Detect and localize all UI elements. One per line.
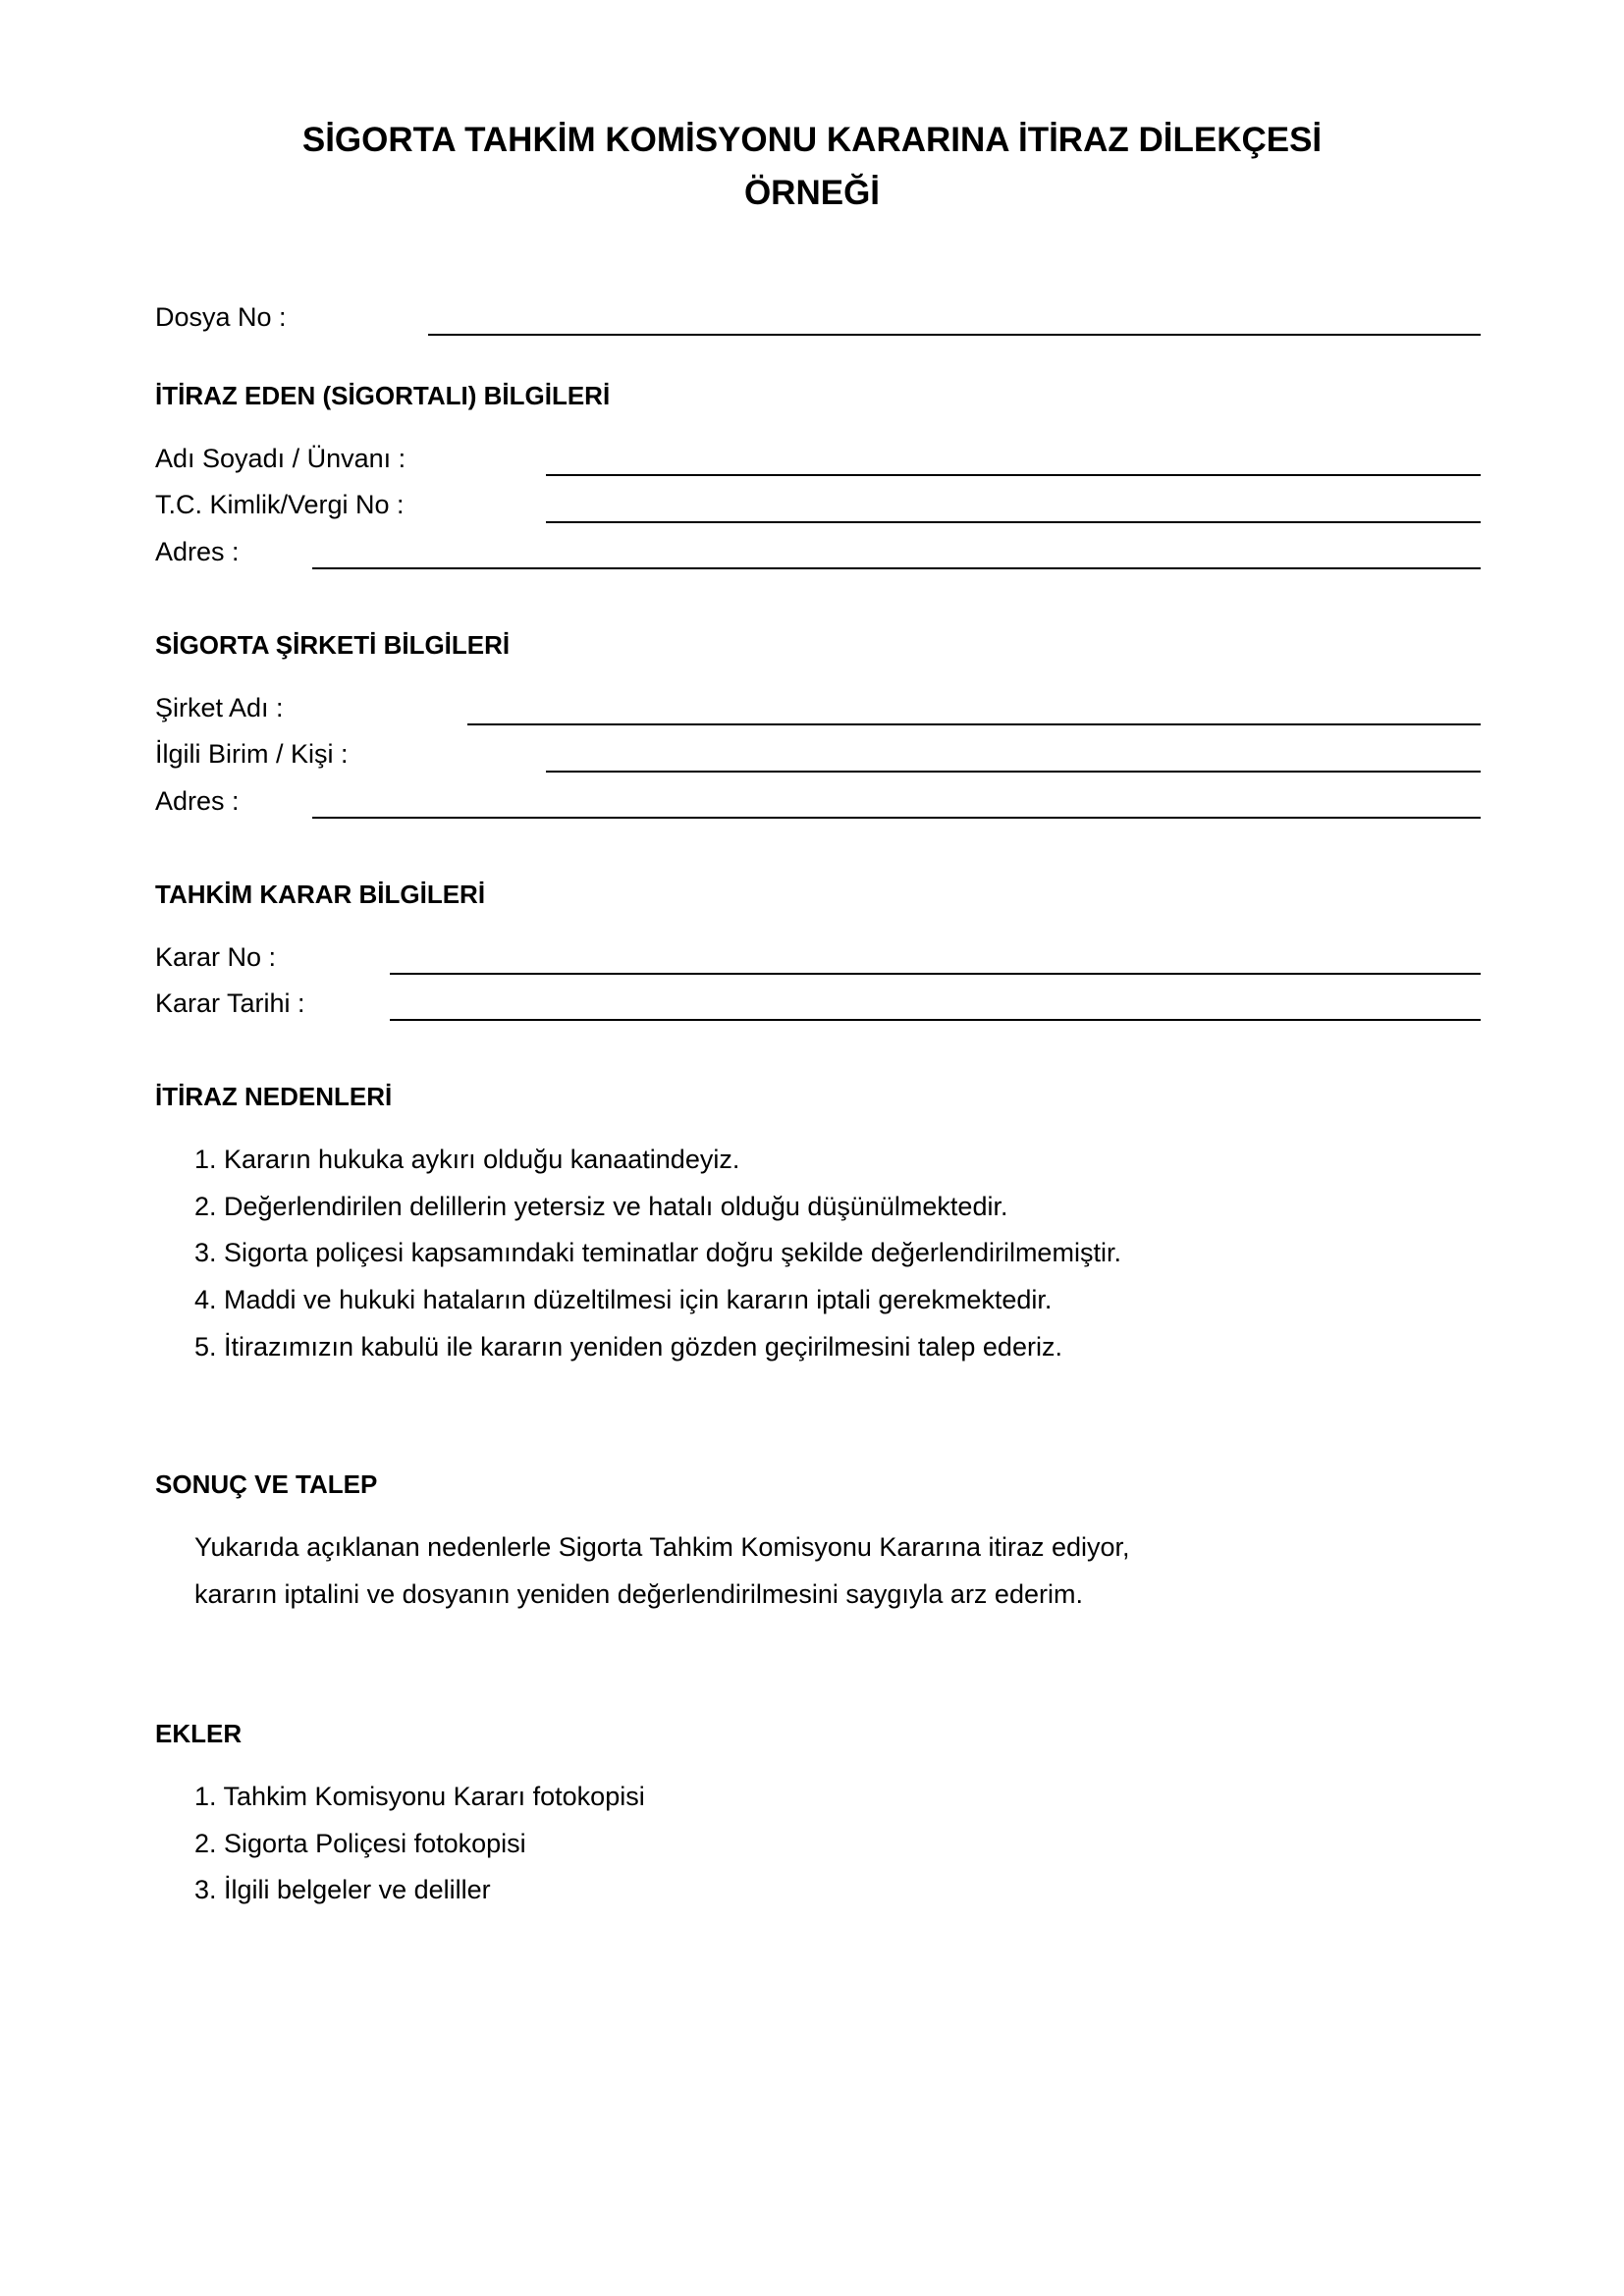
sigorta-sirketi-heading: SİGORTA ŞİRKETİ BİLGİLERİ — [155, 630, 511, 660]
list-item: 3. İlgili belgeler ve deliller — [194, 1875, 491, 1904]
list-item: 5. İtirazımızın kabulü ile kararın yeniden gözden geçirilmesini talep ederiz. — [194, 1332, 1062, 1362]
ilgili-birim-field[interactable] — [546, 771, 1481, 773]
sonuc-text-line: Yukarıda açıklanan nedenlerle Sigorta Tahkim Komisyonu Kararına itiraz ediyor, — [194, 1532, 1130, 1562]
document-title-line-1: SİGORTA TAHKİM KOMİSYONU KARARINA İTİRAZ DİLEKÇESİ — [301, 121, 1323, 159]
tahkim-karar-heading: TAHKİM KARAR BİLGİLERİ — [155, 880, 486, 909]
ilgili-birim-label: İlgili Birim / Kişi : — [155, 739, 349, 769]
tc-kimlik-field[interactable] — [546, 521, 1481, 523]
sirket-adi-label: Şirket Adı : — [155, 693, 284, 722]
dosya-no-label: Dosya No : — [155, 302, 287, 332]
karar-no-field[interactable] — [390, 973, 1481, 975]
sonuc-heading: SONUÇ VE TALEP — [155, 1469, 378, 1499]
adi-soyadi-label: Adı Soyadı / Ünvanı : — [155, 444, 406, 473]
itiraz-nedenleri-heading: İTİRAZ NEDENLERİ — [155, 1082, 393, 1111]
sirket-adi-field[interactable] — [467, 723, 1481, 725]
list-item: 3. Sigorta poliçesi kapsamındaki teminatlar doğru şekilde değerlendirilmemiştir. — [194, 1238, 1121, 1267]
dosya-no-field[interactable] — [428, 334, 1481, 336]
adi-soyadi-field[interactable] — [546, 474, 1481, 476]
list-item: 2. Sigorta Poliçesi fotokopisi — [194, 1829, 526, 1858]
itiraz-eden-heading: İTİRAZ EDEN (SİGORTALI) BİLGİLERİ — [155, 381, 611, 410]
sonuc-text-line: kararın iptalini ve dosyanın yeniden değerlendirilmesini saygıyla arz ederim. — [194, 1579, 1083, 1609]
karar-tarihi-field[interactable] — [390, 1019, 1481, 1021]
sirket-adres-field[interactable] — [312, 817, 1481, 819]
ekler-heading: EKLER — [155, 1719, 243, 1748]
karar-no-label: Karar No : — [155, 942, 277, 972]
tc-kimlik-label: T.C. Kimlik/Vergi No : — [155, 490, 405, 519]
itiraz-eden-adres-field[interactable] — [312, 567, 1481, 569]
list-item: 1. Tahkim Komisyonu Kararı fotokopisi — [194, 1782, 645, 1811]
list-item: 1. Kararın hukuka aykırı olduğu kanaatindeyiz. — [194, 1145, 740, 1174]
karar-tarihi-label: Karar Tarihi : — [155, 988, 305, 1018]
sirket-adres-label: Adres : — [155, 786, 240, 816]
itiraz-eden-adres-label: Adres : — [155, 537, 240, 566]
document-title-line-2: ÖRNEĞİ — [743, 174, 881, 212]
list-item: 2. Değerlendirilen delillerin yetersiz ve hatalı olduğu düşünülmektedir. — [194, 1192, 1008, 1221]
list-item: 4. Maddi ve hukuki hataların düzeltilmesi için kararın iptali gerekmektedir. — [194, 1285, 1053, 1314]
